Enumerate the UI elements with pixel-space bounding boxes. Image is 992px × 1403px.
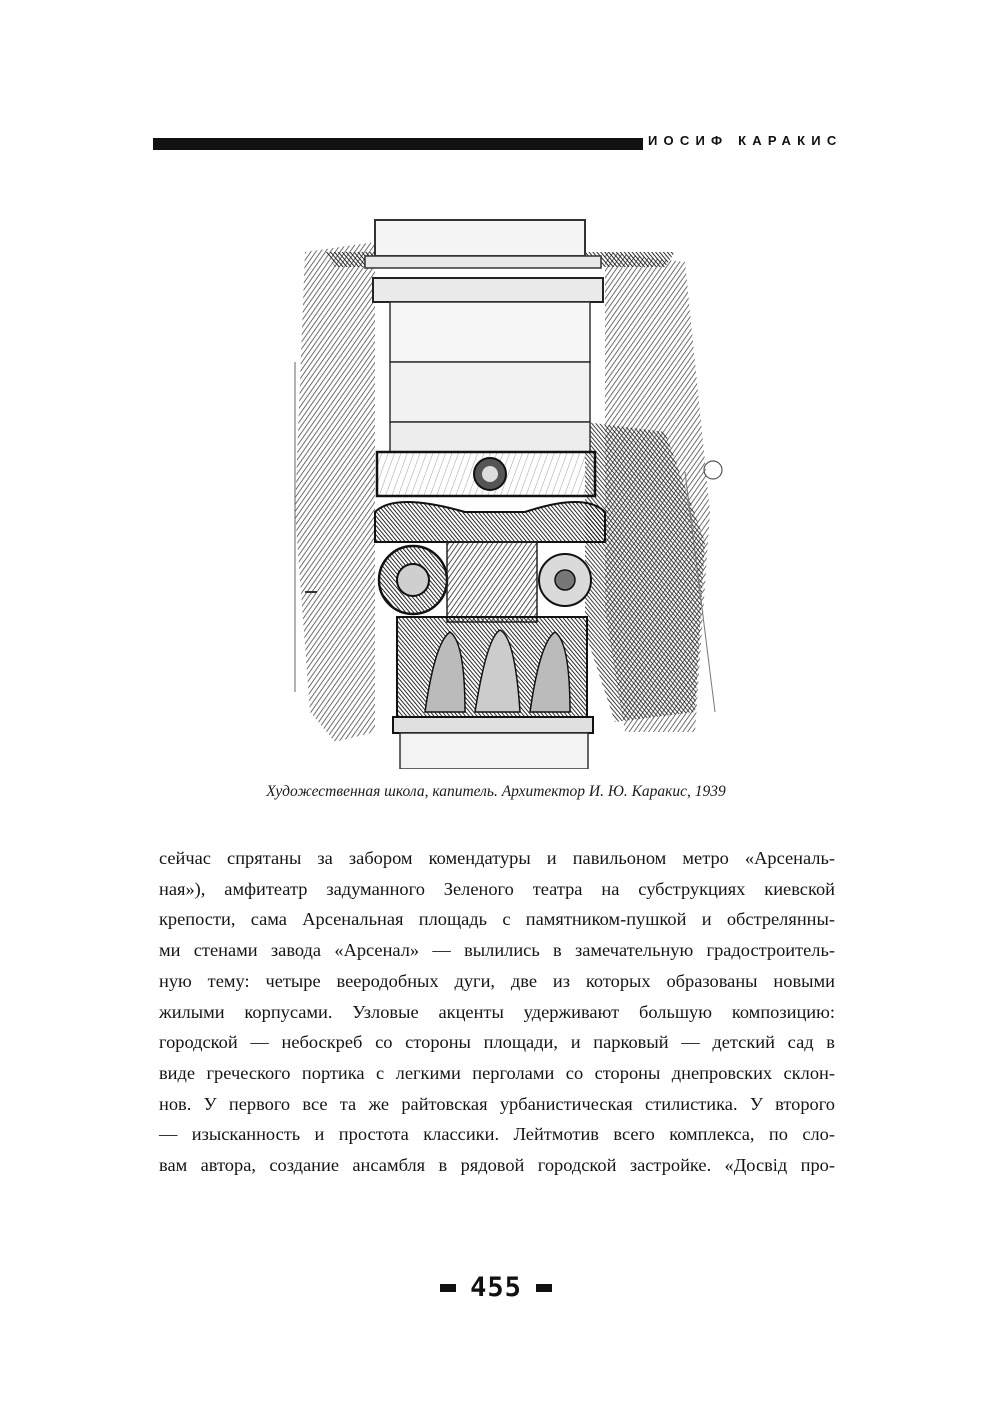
folio-left-mark (440, 1284, 456, 1292)
text-line: — изысканность и простота классики. Лейтмотив всего комплекса, по сло- (159, 1124, 835, 1145)
text-line: нов. У первого все та же райтовская урбанистическая стилистика. У второго (159, 1093, 835, 1114)
text-line: крепости, сама Арсенальная площадь с памятником-пушкой и обстрелянны- (159, 909, 835, 930)
text-line: жилыми корпусами. Узловые акценты удерживают большую композицию: (159, 1001, 835, 1022)
text-line: ную тему: четыре вееродобных дуги, две из которых образованы новыми (159, 970, 835, 991)
text-line: сейчас спрятаны за забором комендатуры и павильоном метро «Арсеналь- (159, 848, 835, 868)
body-paragraph (159, 843, 835, 1181)
capital-drawing-icon (265, 212, 730, 769)
page-folio (0, 1272, 992, 1303)
text-line: виде греческого портика с легкими перголами со стороны днепровских склон- (159, 1062, 835, 1083)
header-rule (153, 138, 643, 150)
text-line: ная»), амфитеатр задуманного Зеленого театра на субструкциях киевской (159, 878, 835, 899)
figure-caption: Художественная школа, капитель. Архитектор И. Ю. Каракис, 1939 (266, 783, 726, 800)
text-line: ми стенами завода «Арсенал» — вылились в замечательную градостроитель- (159, 940, 835, 961)
folio-right-mark (536, 1284, 552, 1292)
running-head-author: ИОСИФ КАРАКИС (648, 133, 843, 148)
text-line: городской — небоскреб со стороны площади, и парковый — детский сад в (159, 1032, 835, 1053)
page-number: 455 (470, 1272, 522, 1303)
text-line: вам автора, создание ансамбля в рядовой городской застройке. «Досвід про- (159, 1155, 835, 1176)
